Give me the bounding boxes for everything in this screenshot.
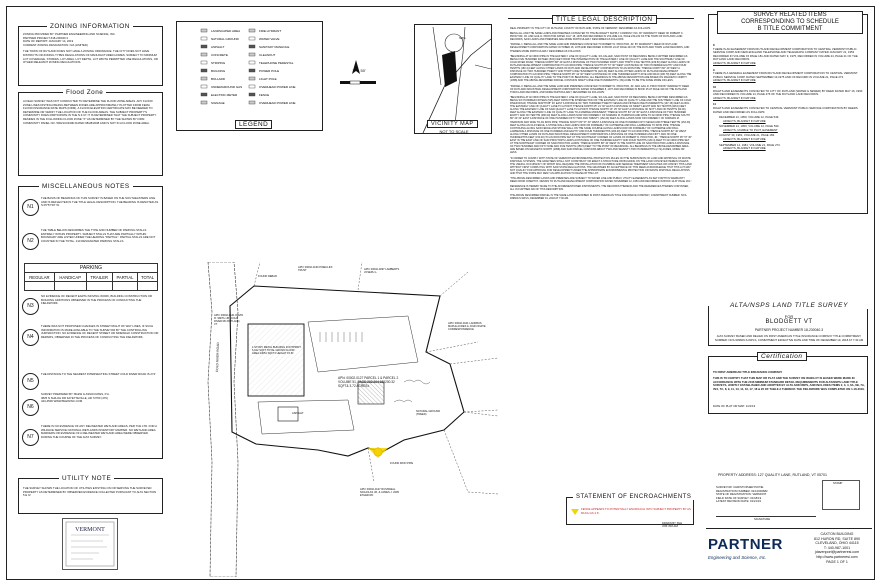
parking-cell [112, 282, 137, 291]
zoning-line: DATE OF REPORT: JANUARY 14, 2019 [23, 39, 74, 44]
note-n1-text: THE BASIS OF BEARINGS OF THIS SURVEY IS BASED ON THE SOUTHEASTERN LINE AND IS REFLECTED IN THE TITLE LEGAL DESCRIPTION. THE BEARING IS DENOTED AS S 05°57'30" W. [41, 196, 159, 208]
parking-table [24, 263, 158, 291]
legend-item-label: LIGHT POLE [259, 77, 277, 81]
alta-for: FOR [784, 314, 794, 319]
schedule-b-title-line: B TITLE COMMITMENT [757, 26, 823, 32]
note-marker-n6: N6 [22, 399, 39, 416]
legal-paragraph: "BEGINNING AT AN IRON PIPE IN THE EASTERLY LINE OF QUALITY LANE, SO-CALLED, SAID POINT OF BEGINNING BEING FURTHER DESCRIBED AS BEING SIX HUNDRED FIFTEEN (515) FEET FROM THE INTERSECTION OF THE EASTERLY LINE OF QUALITY LANE AND THE SOUTHERLY LINE OF COLD RIVER ROAD; THENCE NORTH 88° 40' EAST A DISTANCE OF TWO HUNDRED TWENTY-SEVEN AND FIFTEEN ONE HUNDREDTHS (197.15) FEET ALONG THE EASTERLY LINE OF QUALITY LANE TO A POINT; THENCE NORTH 05° 21' 30" EAST A DISTANCE OF NINETY-EIGHT AND SIX TENTHS (98.6) FEET ALONG THE EASTERLY LINE OF SAID QUALITY LANE TO A POINT; THENCE NORTH 13° 25' 30" EAST A DISTANCE OF SIXTY AND NO TENTHS (60.00) FEET ALONG THE EASTERLY LINE OF QUALITY LANE TO A MARBLE MONUMENT; THENCE SOUTH 84° 20' 30" EAST A DISTANCE OF TWO HUNDRED EIGHTY AND NO TENTHS (280.00) FEET ALONG LANDS NOW OR FORMERLY OF NORMAN M. HARRISON AND WIFE TO AN IRON PIPE; THENCE SOUTH 89° 20' 30" EAST A DISTANCE OF ONE HUNDRED FIFTY-TWO AND TWENTY (152.20) FEET ALONG LANDS NOW OR FORMERLY OF NORMAN M. HARRISON AND WIFE TO AN IRON PIPE; THENCE SOUTH 05° 57' 30" WEST A DISTANCE OF ONE HUNDRED FIFTY-SEVEN AND THREE TENTHS (153.30) FEET ALONG AN OLD FENCE, A STONE WALL AND LANDS NOW OR FORMERLY OF CATHERINE AND PAUL LAWRENCE TO IRON PIPE; THENCE CONTINUING ALONG SAID FENCE AND STONE WALL ON THE SAME COURSE ALONG LANDS NOW OR FORMERLY OF CATHERINE AND PAUL LAWRENCE A DISTANCE OF ONE HUNDRED AND EIGHTY AND FOUR HUNDREDTHS (180.40) FEET TO AN IRON PIPE; THENCE NORTH 82° 40' WEST ALONG OTHER LANDS OF RUTLAND INDUSTRIAL DEVELOPMENT CORPORATION A DISTANCE OF ONE HUNDRED AND FIFTY AND NO ONE HUNDREDTHS FEET (150.00) TO AN IRON PIPE SET AT THE SOUTHEAST CORNER OF LANDS OF ROBERT D. PROCTOR, JR.; THENCE NORTH 05° 57' 30" EAST IN THE EAST LINE OF SAID PROCTOR'S LANDS A DISTANCE OF ONE HUNDRED EIGHTY AND FOUR TENTHS (180.4) FEET TO AN IRON PIPE SET AT THE NORTHEAST CORNER OF SAID PROCTOR LANDS; THENCE NORTH 88° 40' WEST IN THE NORTH LINE OF SAID PROCTOR LANDS A DISTANCE OF TWO HUNDRED AND FIFTY-NINE AND FIVE TENTHS (259.5) FEET TO THE POINT OF BEGINNING. ALL BEARINGS IN THE ABOVE-DESCRIBED AREA ARE BASED ON MAGNETIC NORTH (1958) AND SAID PARCEL CONTAINS ABOUT TWO AND SEVENTY-TWO HUNDREDTHS (2.72) ACRES, MORE OR LESS. [510, 95, 692, 155]
zoning-line: ZONING PROVIDED BY: PARTNER ENGINEERING AND SCIENCE, INC. [23, 32, 116, 36]
legend-symbol [201, 29, 207, 32]
legal-paragraph: REFERENCE IS HEREBY MADE TO THE AFOREMENTIONED INSTRUMENTS, THE RECORDS THEREOF AND THE REFERENCES THEREIN CONTAINED, ALL IN FURTHER AID OF THIS DESCRIPTION. [510, 185, 689, 192]
legend-item-label: SANITARY MANHOLE [259, 45, 290, 49]
legal-paragraph: BEING ALL AND THE SAME LANDS AND PREMISES CONVEYED TO THE BLODGETT SUPPLY COMPANY, INC. BY WARRANTY DEED OF ROBERT C. PROCTOR, JR. AND GAIL D. PROCTOR DATED JULY 18, 1978 AND RECORDED IN VOLUME 141, PAGE 230-232 OF THE TOWN OF RUTLAND LAND RECORDS, SAID LANDS AND PREMISES ARE MORE PARTICULARLY DESCRIBED AS FOLLOWS: [510, 32, 684, 42]
parking-col-header: TRAILER [86, 273, 112, 282]
parking-cell [25, 282, 55, 291]
legend-box [176, 21, 323, 131]
schedule-b-sub-item: SEPTEMBER 12, 1981; VOLUME 21, PAGE 273. [719, 142, 781, 147]
surveyor-block [710, 481, 870, 528]
parking-table-wrap [24, 263, 158, 291]
schedule-b-items [713, 41, 865, 151]
vicinity-map-title: VICINITY MAP [427, 120, 478, 128]
note-n5-text: THE DISTANCE TO THE NEAREST INTERSECTING STREET COLD RIVER ROAD IS 274'. [41, 372, 157, 376]
legend-symbol [249, 61, 255, 64]
surveyor-line: STATE OF REGISTRATION: VERMONT [716, 492, 767, 497]
note-marker-n7: N7 [22, 429, 39, 446]
legend-symbol [201, 69, 207, 72]
legend-symbol [249, 37, 255, 40]
zoning-info-title: ZONING INFORMATION [47, 23, 133, 30]
schedule-b-sub-item: DECEMBER 13, 1950; VOLUME 12, PAGE 549. [719, 115, 780, 120]
misc-notes-box [18, 183, 163, 459]
legend-item-label: SIGNAGE [211, 101, 225, 105]
certification-to: TO FIRST AMERICAN TITLE INSURANCE COMPANY [713, 370, 783, 374]
property-address: PROPERTY ADDRESS: 127 QUALITY LANE, RUTLAND, VT 05701 [718, 473, 827, 477]
title-legal-section [508, 18, 694, 289]
certification-date: DATE OF PLAT OR MAP: 1/21/19 [713, 404, 756, 408]
legend-symbol [249, 85, 255, 88]
flood-zone-box [18, 89, 163, 176]
legend-symbol [249, 69, 255, 72]
schedule-b-sub-status: AFFECTS, UNABLE TO PLOT, EASEMENT [723, 127, 778, 132]
vicinity-map-subtitle: NOT TO SCALE [439, 129, 469, 134]
neighbor-parcel-1: APN: 00002-0141 DAVID R. SMITH JR. COLD RIVER RD RUTLAND, VT [214, 314, 244, 326]
legend-item-label: UNDERGROUND GAS [211, 85, 243, 89]
zoning-line: CURRENT ZONING DESIGNATION: N/A (LIMITED) [23, 42, 88, 47]
legend-symbol [249, 77, 255, 80]
encroachments-box [566, 494, 694, 525]
flood-zone-title: Flood Zone [63, 89, 106, 96]
schedule-b-sub-status: AFFECTS, BLANKET IN NATURE [723, 146, 766, 151]
schedule-b-title-line: CORRESPONDING TO SCHEDULE [741, 19, 839, 25]
parcel-label: APN: 00002-0127 PARCEL 1 & PARCEL 2 VOLUME 51, PAGE 202-204 182200.32 SQFT& 3.72 ACRES± [338, 376, 399, 388]
legend-graphic [177, 22, 324, 132]
note-n2-text: THE TABLE BELOW DESCRIBES THE TYPE AND NUMBER OF PARKING STALLS ENTIRELY WITHIN PROPERTY. SUBJECT STALLS THAT ARE PARTIALLY WITHIN BOUNDARY ARE LISTED UNDER THE HEADING "PARTIAL". PARTIAL STALLS ARE NOT COUNTED IN THE TOTAL. 210 DESIGNATED PARKING STALLS. [41, 228, 156, 243]
schedule-b-item-text: RIGHTS AND EASEMENTS CONVEYED TO CENTRAL VERMONT PUBLIC SERVICE CORPORATION BY DEEDS DATED AND RECORDED AS FOLLOWS: [713, 105, 858, 114]
legend-item-label: FIRE HYDRANT [259, 29, 282, 33]
legend-symbol [201, 77, 207, 80]
partner-address-line: T: 440-987-1001 [823, 545, 851, 550]
certification-title: Certification [757, 352, 807, 361]
schedule-b-item-text: RIGHTS AND EASEMENTS CONVEYED TO CITY OF RUTLAND (WATER & SEWER) BY DEED DATED MAY 16, 1990 AND RECORDED IN VOLUME 14, PAGE 476 OF THE RUTLAND LAND RECORDS. [713, 88, 863, 97]
neighbor-parcel-2: APN: 00002-0130 PINECLIFF TRUST [298, 266, 333, 272]
parking-cell [86, 282, 112, 291]
natural-ground-label: NATURAL GROUND (TREED) [416, 410, 441, 416]
zoning-body: THE TOWN OF RUTLAND DOES NOT HAVE A ZONING ORDINANCE. THE CITY DOES NOT HAVE DISTRICTS OR ZONING TYPES REGULATIONS OF MANUFACTURED HOMES, SUBJECT TO MINIMUM LOT COVERAGE, STORIES, LOT AREA, LOT DEPTH, LOT WIDTH PERMITTED USE REGULATIONS, OR OTHER RELEVANT ZONING REGULATIONS. [23, 49, 158, 65]
parking-cell [54, 282, 86, 291]
schedule-b-sub-item: NOVEMBER 24, 1959; VOLUME 12, PAGE 530. [719, 124, 780, 129]
vicinity-map [414, 24, 492, 134]
note-marker-n4: N4 [22, 329, 39, 346]
legal-intro: REAL PROPERTY IN THE CITY OF RUTLAND, COUNTY OF RUTLAND, STATE OF VERMONT, DESCRIBED AS FOLLOWS: [510, 27, 651, 30]
zoning-info-box [18, 23, 163, 86]
partner-logo: PARTNER [708, 536, 783, 553]
note-n3-text: NO EVIDENCE OF RECENT EARTH MOVING WORK, BUILDING CONSTRUCTION OR BUILDING ADDITIONS OBSERVED IN THE PROCESS OF CONDUCTING THE FIELDWORK. [41, 294, 153, 306]
legend-title: LEGEND [235, 120, 272, 129]
legend-symbol [249, 45, 255, 48]
legal-paragraph: "IN ORDER TO COMPLY WITH STATE OF VERMONT ENVIRONMENTAL PROTECTION RULES ON THE SUBDIVISION OF LAND AND APPROVAL OF WASTE DISPOSAL SYSTEMS, THE GRANTEES SHALL NOT CONSTRUCT OR ERECT A STRUCTURE OR BUILDING ON THE LAND CONVEYED HEREIN UNLESS THE USEFUL OCCUPANCY OF WHICH WILL REQUIRE THE INSTALLATION OF PLUMBING AND SEWAGE TREATMENT FACILITIES OR CONVEY THIS LAND WITHOUT FIRST COMPLYING WITH SAID STATE REGULATIONS. THE GRANTEES BY ACCEPTANCE OF THIS DEED ACKNOWLEDGE THAT THIS LOT MAY NOT QUALIFY FOR APPROVAL FOR DEVELOPMENT UNDER THE APPROPRIATE ENVIRONMENTAL PROTECTION OR WASTE DISPOSAL REGULATIONS AND THAT THE STATE MAY DENY AN APPLICATION TO DEVELOP THE LOT. [510, 156, 692, 176]
legend-item-label: STRIPING [211, 61, 226, 65]
schedule-b-item-status: AFFECTS, BLANKET IN NATURE [713, 95, 756, 100]
legend-item-label: LANDSCAPED AREA [211, 29, 241, 33]
legend-symbol [249, 53, 255, 56]
schedule-b-sub-status: AFFECTS, BLANKET IN NATURE [723, 118, 766, 123]
surveyor-line: FIELD DATE OF SURVEY: 01/18/19 [716, 495, 762, 500]
legend-item-label: BOLLARD [211, 77, 226, 81]
utility-note-box [18, 475, 163, 514]
alta-description: ALTA SURVEY BASED AND RELIED ON FIRST AMERICAN TITLE INSURANCE COMPANY TITLE COMMITMENT, NUMBER: NCS-939609-S-WPLS, COMMITMENT EFFECTIVE DATE AND TIME OF DECEMBER 19, 2018 AT 7:30 AM [714, 334, 864, 342]
page-number: PAGE 1 OF 1 [826, 559, 848, 564]
alta-title-box [708, 302, 868, 346]
asphalt-label: ASPHALT [292, 412, 304, 415]
note-n6-text: SURVEY PREPARED BY: BLEW & ASSOCIATES, P.A. 3825 N SHILOH DR FAYETTEVILLE, AR 72703 (479) 443-4506 WWW.BLEWINC.COM [41, 392, 110, 404]
schedule-b-item-number: 9 [713, 67, 715, 72]
alta-client: BLODGETT VT [765, 319, 813, 325]
encroachments-title: STATEMENT OF ENCROACHMENTS [573, 494, 694, 500]
certification-box [708, 353, 868, 414]
signature-label: SIGNATURE [754, 517, 771, 521]
legend-symbol [249, 29, 255, 32]
schedule-b-item-text: THERE IS AN EASEMENT FROM RUTLAND DEVELOPMENT CORPORATION TO CENTRAL VERMONT PUBLIC SERVICE CORP AND NEW ENGLAND TELEPHONE AND TELEGRAPH COMPANY DATED JANUARY 21, 1953 RECORDED IN VOLUME 15 PAGE 181 AND DATED MAY 9, 1975, RECORDED IN VOLUME 24, PAGE 21 OF THE RUTLAND LAND RECORDS. [713, 46, 858, 62]
drawn-by: DRAWN BY: BLE [662, 522, 683, 525]
schedule-b-item-number: 10 [713, 84, 717, 89]
partner-email: jdavenport@partneresi.com [814, 550, 860, 555]
note-marker-n1: N1 [22, 199, 39, 216]
site-plan [168, 262, 498, 577]
schedule-b-item-number: 8 [713, 43, 715, 47]
legal-paragraph: "THE ABOVE-DESCRIBED LANDS AND PREMISES ARE SUBJECT TO WATER LINE AND PUBLIC UTILITY EASEMENTS AS SET FORTH IN WARRANTY DEED FROM JOSEPH H. DENNIS TO RUTLAND DEVELOPMENT CORPORATION DATED NOVEMBER 12, 1953 AND RECORDED IN BOOK 12 AT PAGE 181." [510, 177, 692, 184]
legal-paragraph: "PARCEL II: BEING ALL AND THE SAME LAND AND PREMISES CONVEYED TO ROBERT D. PROCTOR, JR. AND GAIL D. PROCTOR BY WARRANTY DEED OF RUTLAND INDUSTRIAL DEVELOPMENT CORPORATION DATED NOVEMBER 8, 1977 AND RECORDED IN BOOK 25 AT PAGE 329 OF THE RUTLAND TOWN LAND RECORDS, AND MORE PARTICULARLY DESCRIBED AS FOLLOWS: [510, 84, 690, 94]
legal-paragraph: THE ABOVE DESCRIBED PARCEL IS THE SAME LAND DESCRIBED IN FIRST AMERICAN TITLE INSURANCE COMPANY, COMMITMENT NUMBER: NCS-939609-S-WPLS, DECEMBER 19, 2018 AT 7:30 AM. [510, 193, 688, 200]
parking-cell [138, 282, 158, 291]
utility-note-body: THE SURVEY SHOWN THE LOCATION OF UTILITIES EXISTING ON OR SERVING THE SURVEYED PROPERTY AS DETERMINED BY OBSERVED EVIDENCE COLLECTED PURSUANT TO ALTA SECTION 5 E IV. [23, 486, 157, 498]
schedule-b-sub-item: AUGUST 30, 1981; VOLUME 21, PAGE 183. [719, 133, 775, 138]
neighbor-parcel-5: APN: 00002-0127 RUSSWELL NICHOLAS JR. & JAMES J. 2095 ETHER RD [360, 488, 399, 497]
legend-symbol [201, 101, 207, 104]
legend-item-label: NATURAL GROUND [211, 37, 239, 41]
neighbor-parcel-4: APN: 00002-0101 LANDBUS MAPLE ACRES & JOHN WHITE CORRESPONDENCE [448, 322, 486, 331]
north-arrow-scale [334, 56, 394, 92]
legend-symbol [249, 93, 255, 96]
note-n7-text: THERE IS NO EVIDENCE OF ANY DELINEATED WETLAND AREAS, PER TCE LTD. FOR A WILDLIFE SERVICE NATIONAL WETLANDS INVENTORY MAPPER. NO WETLAND AREA MARKERS OR EVIDENCE OF A DELINEATED WETLAND AREA WERE OBSERVED DURING THE COURSE OF THE ALTA SURVEY. [41, 424, 157, 439]
legend-item-label: BUILDING [211, 69, 226, 73]
note-marker-n5: N5 [22, 373, 39, 390]
flood-zone-body: A FIELD SURVEY WAS NOT CONDUCTED TO DETERMINE THE FLOOD ZONE AREAS. ANY FLOOD ZONE LINES DISTINGUISHING BETWEEN ZONES ARE APPROXIMATELY PLOTTED FROM FEMA FLOOD INSURANCE RATE MAPS (FIRM). A FLOOD ELEVATION CERTIFICATE MAY BE NEEDED TO DETERMINE OR VERIFY THE LOCATION OF THE FLOOD AREAS. THE SUBJECT PROPERTY'S COMMUNITY DOES PARTICIPATE IN THE N.F.I.P. IT IS DETERMINED THAT THE SUBJECT PROPERTY RESIDES IN THE FOLLOWING FLOOD ZONE "X" AS DETERMINED BY THE SHOWN BY FIRM COMMUNITY PANEL NO. 50021C0340D DATED 08/28/2008 AND IS NOT IN A FLOOD ZONE AREA. [23, 99, 157, 125]
schedule-b-item-number: 11 [713, 102, 716, 107]
parking-col-header: TOTAL [138, 273, 158, 282]
legend-item-label: CLEANOUT [259, 53, 276, 57]
legend-symbol [201, 85, 207, 88]
parking-col-header: HANDICAP [54, 273, 86, 282]
seal-graphic [63, 519, 117, 569]
legend-item-label: TELEPHONE PEDESTAL [259, 61, 294, 65]
surveyor-line: SURVEYOR: CHRISTOPHER PAYNE [716, 485, 764, 489]
schedule-b-title-line: SURVEY RELATED ITEMS [753, 12, 827, 18]
partner-title-block [706, 528, 872, 579]
misc-notes-title: MISCELLANEOUS NOTES [39, 183, 133, 190]
legend-item-label: WATER VALVE [259, 37, 280, 41]
schedule-b-sub-status: AFFECTS, BLANKET IN NATURE [723, 137, 766, 142]
title-legal-title: TITLE LEGAL DESCRIPTION [552, 15, 657, 24]
parking-col-header: REGULAR [25, 273, 55, 282]
legend-symbol [201, 53, 207, 56]
alta-title: ALTA/NSPS LAND TITLE SURVEY [709, 302, 869, 309]
legend-item-label: ASPHALT [211, 45, 225, 49]
schedule-b-item-status: AFFECTS, BLANKET IN NATURE [713, 78, 756, 83]
found-rebar-label: FOUND REBAR [258, 275, 277, 278]
stamp-area [822, 480, 860, 510]
legend-item-label: CONCRETE [211, 53, 228, 57]
note-marker-n3: N3 [22, 298, 39, 315]
partner-website: http://www.partneresi.com [816, 554, 858, 559]
legal-paragraph: "PARCEL 1: BEING ALL AND THE SAME LAND AND PREMISES CONVEYED TO ROBERT D. PROCTOR, JR. BY WARRANTY DEED OF RUTLAND DEVELOPMENT CORPORATION DATED OCTOBER 18, 1978 AND RECORDED IN BOOK 24 AT PAGE 443 OF THE RUTLAND TOWN LAND RECORDS, AND THEREIN MORE PARTICULARLY DESCRIBED AS FOLLOWS: [510, 43, 690, 53]
scale-label: 1" = 50' [352, 68, 366, 73]
certification-body: THIS IS TO CERTIFY THAT THIS MAP OR PLAT AND THE SURVEY ON WHICH IT IS BASED WERE MADE IN ACCORDANCE WITH THE 2016 MINIMUM STANDARD DETAIL REQUIREMENTS FOR ALTA/NSPS LAND TITLE SURVEYS, JOINTLY ESTABLISHED AND ADOPTED BY ALTA AND NSPS, AND INCLUDES ITEMS 2, 3, 4, 6A, 6B, 7A, 7B1, 7C, 8, 9, 11, 13, 14, 16, 17, 18 & 20 OF TABLE A THEREOF. THE FIELDWORK WAS COMPLETED ON 1-18-2019. [713, 376, 865, 391]
parking-table-title: PARKING [25, 264, 158, 273]
encroachment-item: FENCE APPEARS TO POTENTIALLY ENCROACH INTO SUBJECT PROPERTY BY AS MUCH AS 4.6'. [581, 507, 691, 515]
seal-text: VERMONT [75, 527, 105, 533]
legend-item-label: POWER POLE [259, 69, 280, 73]
partner-address-line: CLEVELAND, OHIO 44115 [815, 541, 859, 546]
surveyor-line: REGISTRATION NUMBER: 024.0000682 [716, 488, 768, 493]
legal-paragraph: "BEGINNING AT AN IRON PIPE IN THE EASTERLY LINE OF QUALITY LANE, SO-CALLED, SAID POINT OF BEGINNING BEING FURTHER DESCRIBED AS BEING FIVE HUNDRED FIFTEEN (515) FEET FROM THE INTERSECTION OF THE EASTERLY LINE OF QUALITY LANE AND THE SOUTHERLY LINE OF COLD RIVER ROAD; THENCE NORTH 88° 40' EAST A DISTANCE OF TWO HUNDRED FORTY AND THIRTY-FIVE TENTHS (239.50) FEET ALONG LANDS OF RUTLAND DEVELOPMENT CORPORATION TO AN IRON PIPE; THENCE SOUTH 05° 57' 30" WEST A DISTANCE OF TWO HUNDRED EIGHTY AND FOUR TENTHS (180.4) FEET ALONG OTHER LANDS OF RUTLAND DEVELOPMENT CORPORATION TO AN IRON PIPE; THENCE NORTH 82° 40' WEST A DISTANCE OF TWO HUNDRED TWENTY AND THIRTY-ONE HUNDREDTHS (220.30) FEET ALONG OTHER LANDS OF RUTLAND DEVELOPMENT CORPORATION TO AN IRON PIPE; THENCE NORTH 05° 44' 30" WEST A DISTANCE OF ONE HUNDRED EIGHTY-FIVE AND 8/100 (180.78) FEET ALONG THE EASTERLY LINE OF QUALITY LANE TO THE POINT OF BEGINNING, ALL BEARINGS IN THE ABOVE DESCRIPTION ARE BASED ON MAGNETIC NORTH (1958) AND THE ABOVE-DESCRIBED PARCEL CONTAINS NINETY-NINE ONE HUNDREDTHS (.99) ACRE TO BE THE SOME MORE OR LESS. [510, 54, 692, 83]
legend-symbol [201, 45, 207, 48]
road-label: COLD RIVER ROAD [215, 342, 221, 373]
road-cold-river [208, 262, 238, 577]
legend-symbol [201, 61, 207, 64]
schedule-b-item-text: THERE IS A GENERAL EASEMENT FROM RUTLAND DEVELOPMENT CORPORATION TO CENTRAL VERMONT PUBLIC SERVICE CORP. DATED SEPTEMBER 13,1975 AND OF RECORD IN VOLUME 21, PAGE 273. [713, 71, 858, 79]
alta-project: PARTNER PROJECT NUMBER 18-230040.3 [754, 328, 824, 332]
found-iron-pipe-label: FOUND IRON PIPE [390, 462, 414, 465]
partner-address-line: 812 HURON RD, SUITE 890 [814, 536, 860, 541]
note-marker-n2: N2 [22, 233, 39, 250]
legend-item-label: OVERHEAD POWER LINE [259, 101, 296, 105]
surveyor-line: LATEST REVISION DATE: 01/21/19 [716, 499, 761, 504]
legend-symbol [249, 101, 255, 104]
partner-address-line: CAXTON BUILDING [820, 532, 854, 536]
building-label: 1-STORY METAL BUILDING FOOTPRINT: 6,912 SQFT TOTAL GROSS FLOOR AREA 23051 SQFT± HEIGHT 15.5± [252, 346, 302, 355]
legend-item-label: ELECTRIC METER [211, 93, 238, 97]
legend-symbol [201, 37, 207, 40]
stamp-label: STAMP [833, 481, 843, 485]
schedule-b-box [708, 14, 868, 214]
legend-item-label: OVERHEAD POWER LINE [259, 85, 296, 89]
partner-tagline: Engineering and Science, Inc. [708, 555, 767, 560]
meta-block [662, 522, 682, 528]
legend-symbol [201, 93, 207, 96]
utility-note-title: UTILITY NOTE [59, 475, 114, 482]
neighbor-parcel-3: APN: 00002-0097 LAMBERTS JOSEPH L. [364, 268, 400, 274]
note-n4-text: THERE WAS NOT PROPOSED CHANGES IN STREET RIGHT OF WAY LINES, IF SUCH INFORMATION IS MADE AVAILABLE TO THE SURVEYOR BY THE CONTROLLING JURISDICTION. NO EVIDENCE OF RECENT STREET OR SIDEWALK CONSTRUCTION OR REPAIRS, OBSERVED IN THE PROCESS OF CONDUCTING THE FIELDWORK. [41, 324, 159, 339]
vicinity-site-marker [442, 51, 457, 87]
zoning-line: PARTNER PROJECT #18-230040.3 [23, 35, 68, 40]
parking-col-header: PARTIAL [112, 273, 137, 282]
encroachment-icon [571, 509, 579, 515]
job-number: JOB: 818-418 [662, 525, 679, 529]
vermont-seal [62, 518, 118, 570]
legend-item-label: FENCE [259, 93, 270, 97]
schedule-b-item-status: AFFECTS, BLANKET IN NATURE [713, 60, 756, 65]
vicinity-site-label: SITE [459, 36, 466, 40]
